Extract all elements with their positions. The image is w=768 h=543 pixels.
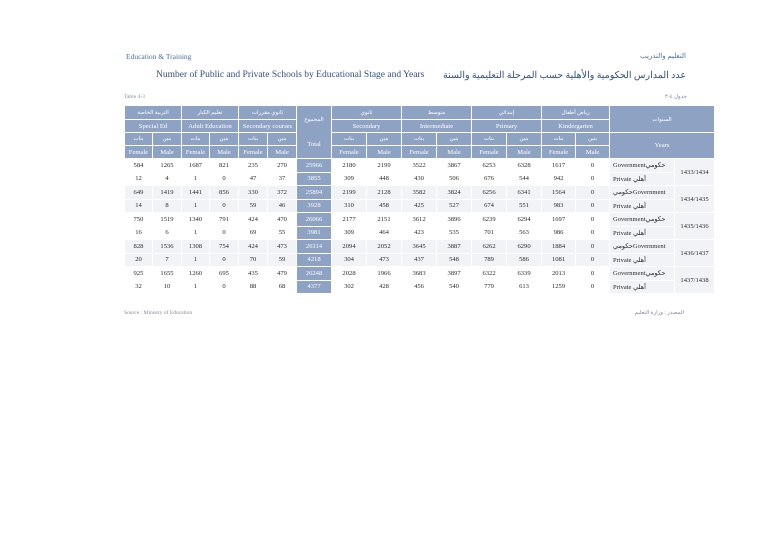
table-cell: 1617 bbox=[542, 159, 576, 173]
table-cell: 1966 bbox=[367, 267, 402, 281]
male-header: Male bbox=[507, 146, 542, 159]
total-cell: 4218 bbox=[297, 253, 332, 267]
table-cell: 754 bbox=[210, 240, 239, 254]
table-cell: 1419 bbox=[153, 186, 182, 200]
group-header-adult-ed: Adult Education bbox=[182, 120, 239, 133]
table-cell: 3867 bbox=[437, 159, 472, 173]
total-cell: 25966 bbox=[297, 159, 332, 173]
table-cell: 470 bbox=[268, 213, 297, 227]
table-cell: 479 bbox=[268, 267, 297, 281]
table-header bbox=[125, 106, 715, 159]
table-cell: 425 bbox=[402, 199, 437, 213]
group-header-secondary-ar: ثانوي bbox=[332, 106, 402, 120]
table-cell: 372 bbox=[268, 186, 297, 200]
table-cell: 1340 bbox=[182, 213, 210, 227]
table-cell: 6 bbox=[153, 226, 182, 240]
table-cell: 1564 bbox=[542, 186, 576, 200]
table-cell: 59 bbox=[268, 253, 297, 267]
table-cell: 1260 bbox=[182, 267, 210, 281]
table-cell: 2199 bbox=[367, 159, 402, 173]
table-cell: 3645 bbox=[402, 240, 437, 254]
female-header: Female bbox=[239, 146, 268, 159]
table-cell: 791 bbox=[210, 213, 239, 227]
table-cell: 424 bbox=[239, 240, 268, 254]
table-cell: 1308 bbox=[182, 240, 210, 254]
table-cell: 69 bbox=[239, 226, 268, 240]
table-cell: 1 bbox=[182, 199, 210, 213]
table-cell: 47 bbox=[239, 172, 268, 186]
table-cell: 551 bbox=[507, 199, 542, 213]
table-cell: 506 bbox=[437, 172, 472, 186]
group-header-special-ed: Special Ed bbox=[125, 120, 182, 133]
table-cell: 6322 bbox=[472, 267, 507, 281]
female-header: Female bbox=[125, 146, 153, 159]
table-cell: 235 bbox=[239, 159, 268, 173]
school-type-label: حكوميGovernment bbox=[610, 240, 675, 254]
table-cell: 55 bbox=[268, 226, 297, 240]
table-cell: 563 bbox=[507, 226, 542, 240]
table-cell: 3582 bbox=[402, 186, 437, 200]
section-header-english: Education & Training bbox=[126, 52, 192, 61]
table-row bbox=[125, 280, 715, 294]
table-cell: 309 bbox=[332, 172, 367, 186]
table-cell: 1441 bbox=[182, 186, 210, 200]
male-header: Male bbox=[437, 146, 472, 159]
table-cell: 0 bbox=[576, 159, 610, 173]
group-header-secondary-courses: Secondary courses bbox=[239, 120, 297, 133]
section-header-arabic: التعليم والتدريب bbox=[640, 52, 686, 60]
table-cell: 2013 bbox=[542, 267, 576, 281]
table-cell: 856 bbox=[210, 186, 239, 200]
total-header-en: Total bbox=[307, 140, 321, 148]
table-cell: 302 bbox=[332, 280, 367, 294]
years-header-ar bbox=[610, 106, 715, 133]
table-cell: 0 bbox=[576, 280, 610, 294]
table-cell: 1687 bbox=[182, 159, 210, 173]
male-header: Male bbox=[576, 146, 610, 159]
years-header: Years bbox=[610, 133, 715, 159]
female-header: Female bbox=[332, 146, 367, 159]
table-cell: 6328 bbox=[507, 159, 542, 173]
table-cell: 330 bbox=[239, 186, 268, 200]
total-cell: 3855 bbox=[297, 172, 332, 186]
table-cell: 32 bbox=[125, 280, 153, 294]
year-cell: 1433/1434 bbox=[675, 159, 715, 186]
male-header-ar: بنين bbox=[437, 133, 472, 146]
table-cell: 0 bbox=[576, 226, 610, 240]
male-header-ar: بنين bbox=[576, 133, 610, 146]
table-cell: 1 bbox=[182, 253, 210, 267]
table-cell: 6341 bbox=[507, 186, 542, 200]
table-cell: 676 bbox=[472, 172, 507, 186]
table-cell: 1265 bbox=[153, 159, 182, 173]
female-header-ar: بنات bbox=[125, 133, 153, 146]
schools-table bbox=[124, 105, 715, 294]
table-cell: 789 bbox=[472, 253, 507, 267]
table-cell: 68 bbox=[268, 280, 297, 294]
table-cell: 6290 bbox=[507, 240, 542, 254]
table-cell: 423 bbox=[402, 226, 437, 240]
table-cell: 270 bbox=[268, 159, 297, 173]
table-cell: 1519 bbox=[153, 213, 182, 227]
female-header: Female bbox=[402, 146, 437, 159]
school-type-label: حكوميGovernment bbox=[610, 186, 675, 200]
table-cell: 1 bbox=[182, 226, 210, 240]
table-cell: 0 bbox=[576, 240, 610, 254]
school-type-label: Private أهلي bbox=[610, 226, 675, 240]
table-cell: 6294 bbox=[507, 213, 542, 227]
table-cell: 0 bbox=[576, 172, 610, 186]
table-cell: 1 bbox=[182, 280, 210, 294]
table-cell: 2199 bbox=[332, 186, 367, 200]
group-header-special-ed-ar: التربية الخاصة bbox=[125, 106, 182, 120]
table-cell: 0 bbox=[576, 213, 610, 227]
male-header: Male bbox=[268, 146, 297, 159]
table-cell: 3887 bbox=[437, 240, 472, 254]
male-header-ar: بنين bbox=[268, 133, 297, 146]
table-cell: 1259 bbox=[542, 280, 576, 294]
table-cell: 586 bbox=[507, 253, 542, 267]
table-cell: 613 bbox=[507, 280, 542, 294]
total-header bbox=[297, 106, 332, 159]
table-cell: 2151 bbox=[367, 213, 402, 227]
year-cell: 1434/1435 bbox=[675, 186, 715, 213]
table-cell: 983 bbox=[542, 199, 576, 213]
table-cell: 779 bbox=[472, 280, 507, 294]
table-cell: 2094 bbox=[332, 240, 367, 254]
table-row bbox=[125, 253, 715, 267]
table-label-arabic: جدول ٤-٣ bbox=[664, 94, 687, 100]
table-cell: 4 bbox=[153, 172, 182, 186]
group-header-secondary: Secondary bbox=[332, 120, 402, 133]
group-header-intermediate-ar: متوسط bbox=[402, 106, 472, 120]
group-header-adult-ed-ar: تعليم الكبار bbox=[182, 106, 239, 120]
table-cell: 46 bbox=[268, 199, 297, 213]
table-cell: 448 bbox=[367, 172, 402, 186]
group-header-secondary-courses-ar: ثانوي مقررات bbox=[239, 106, 297, 120]
table-body bbox=[125, 159, 715, 294]
female-header-ar: بنات bbox=[182, 133, 210, 146]
table-cell: 6339 bbox=[507, 267, 542, 281]
table-cell: 0 bbox=[576, 267, 610, 281]
table-cell: 2128 bbox=[367, 186, 402, 200]
table-row bbox=[125, 267, 715, 281]
male-header-ar: بنين bbox=[210, 133, 239, 146]
school-type-label: Private أهلي bbox=[610, 280, 675, 294]
table-cell: 2052 bbox=[367, 240, 402, 254]
table-cell: 16 bbox=[125, 226, 153, 240]
school-type-label: Private أهلي bbox=[610, 253, 675, 267]
table-cell: 310 bbox=[332, 199, 367, 213]
total-cell: 26114 bbox=[297, 240, 332, 254]
table-cell: 0 bbox=[210, 199, 239, 213]
table-cell: 942 bbox=[542, 172, 576, 186]
table-cell: 2028 bbox=[332, 267, 367, 281]
school-type-label: Governmentحكومي bbox=[610, 159, 675, 173]
total-cell: 4377 bbox=[297, 280, 332, 294]
female-header: Female bbox=[472, 146, 507, 159]
table-cell: 20 bbox=[125, 253, 153, 267]
group-header-primary-ar: إبتدائي bbox=[472, 106, 542, 120]
table-row bbox=[125, 186, 715, 200]
table-cell: 544 bbox=[507, 172, 542, 186]
male-header: Male bbox=[367, 146, 402, 159]
group-header-kindergarten-ar: رياض أطفال bbox=[542, 106, 610, 120]
table-cell: 2180 bbox=[332, 159, 367, 173]
table-cell: 527 bbox=[437, 199, 472, 213]
table-cell: 8 bbox=[153, 199, 182, 213]
table-row bbox=[125, 213, 715, 227]
female-header: Female bbox=[542, 146, 576, 159]
male-header-ar: بنين bbox=[153, 133, 182, 146]
table-row bbox=[125, 226, 715, 240]
table-cell: 428 bbox=[367, 280, 402, 294]
table-cell: 430 bbox=[402, 172, 437, 186]
table-cell: 59 bbox=[239, 199, 268, 213]
total-cell: 26248 bbox=[297, 267, 332, 281]
group-header-kindergarten: Kindergarten bbox=[542, 120, 610, 133]
table-cell: 828 bbox=[125, 240, 153, 254]
table-cell: 7 bbox=[153, 253, 182, 267]
school-type-label: Governmentحكومي bbox=[610, 213, 675, 227]
table-cell: 1081 bbox=[542, 253, 576, 267]
table-cell: 1697 bbox=[542, 213, 576, 227]
years-header-ar-text: السنوات bbox=[652, 116, 672, 123]
group-header-intermediate: Intermediate bbox=[402, 120, 472, 133]
table-cell: 535 bbox=[437, 226, 472, 240]
total-cell: 3981 bbox=[297, 226, 332, 240]
table-cell: 1884 bbox=[542, 240, 576, 254]
table-cell: 473 bbox=[367, 253, 402, 267]
table-cell: 6262 bbox=[472, 240, 507, 254]
school-type-label: Governmentحكومي bbox=[610, 267, 675, 281]
total-cell: 26066 bbox=[297, 213, 332, 227]
total-cell: 25894 bbox=[297, 186, 332, 200]
table-cell: 0 bbox=[210, 172, 239, 186]
table-cell: 695 bbox=[210, 267, 239, 281]
total-header-ar: المجموع bbox=[304, 116, 324, 123]
table-cell: 548 bbox=[437, 253, 472, 267]
male-header-ar: بنين bbox=[507, 133, 542, 146]
table-cell: 1536 bbox=[153, 240, 182, 254]
table-row bbox=[125, 159, 715, 173]
table-cell: 3824 bbox=[437, 186, 472, 200]
male-header: Male bbox=[153, 146, 182, 159]
total-cell: 3928 bbox=[297, 199, 332, 213]
table-cell: 2177 bbox=[332, 213, 367, 227]
male-header-ar: بنين bbox=[367, 133, 402, 146]
table-cell: 0 bbox=[210, 226, 239, 240]
table-cell: 0 bbox=[210, 280, 239, 294]
table-cell: 0 bbox=[576, 253, 610, 267]
table-cell: 37 bbox=[268, 172, 297, 186]
table-cell: 3897 bbox=[437, 267, 472, 281]
table-row bbox=[125, 240, 715, 254]
table-cell: 6256 bbox=[472, 186, 507, 200]
group-header-primary: Primary bbox=[472, 120, 542, 133]
page-title-arabic: عدد المدارس الحكومية والأهلية حسب المرحلة التعليمية والسنة bbox=[443, 71, 687, 81]
table-cell: 304 bbox=[332, 253, 367, 267]
female-header-ar: بنات bbox=[402, 133, 437, 146]
table-cell: 750 bbox=[125, 213, 153, 227]
table-cell: 435 bbox=[239, 267, 268, 281]
table-cell: 584 bbox=[125, 159, 153, 173]
table-cell: 1 bbox=[182, 172, 210, 186]
source-note-english: Source : Ministry of Education bbox=[124, 310, 193, 316]
table-cell: 3896 bbox=[437, 213, 472, 227]
female-header: Female bbox=[182, 146, 210, 159]
table-cell: 14 bbox=[125, 199, 153, 213]
table-cell: 0 bbox=[576, 186, 610, 200]
table-cell: 986 bbox=[542, 226, 576, 240]
table-cell: 437 bbox=[402, 253, 437, 267]
table-cell: 701 bbox=[472, 226, 507, 240]
table-cell: 3522 bbox=[402, 159, 437, 173]
table-cell: 70 bbox=[239, 253, 268, 267]
table-cell: 458 bbox=[367, 199, 402, 213]
male-header: Male bbox=[210, 146, 239, 159]
female-header-ar: بنات bbox=[542, 133, 576, 146]
table-cell: 473 bbox=[268, 240, 297, 254]
table-cell: 10 bbox=[153, 280, 182, 294]
table-cell: 3612 bbox=[402, 213, 437, 227]
table-cell: 88 bbox=[239, 280, 268, 294]
year-cell: 1437/1438 bbox=[675, 267, 715, 294]
table-cell: 0 bbox=[576, 199, 610, 213]
table-cell: 925 bbox=[125, 267, 153, 281]
table-cell: 6239 bbox=[472, 213, 507, 227]
table-row bbox=[125, 199, 715, 213]
table-cell: 6253 bbox=[472, 159, 507, 173]
school-type-label: Private أهلي bbox=[610, 199, 675, 213]
source-note-arabic: المصدر : وزارة التعليم bbox=[634, 310, 684, 316]
table-cell: 309 bbox=[332, 226, 367, 240]
female-header-ar: بنات bbox=[332, 133, 367, 146]
table-cell: 3683 bbox=[402, 267, 437, 281]
year-cell: 1436/1437 bbox=[675, 240, 715, 267]
table-cell: 540 bbox=[437, 280, 472, 294]
female-header-ar: بنات bbox=[472, 133, 507, 146]
table-cell: 0 bbox=[210, 253, 239, 267]
female-header-ar: بنات bbox=[239, 133, 268, 146]
page-title-english: Number of Public and Private Schools by Educational Stage and Years bbox=[156, 70, 425, 80]
school-type-label: Private أهلي bbox=[610, 172, 675, 186]
table-cell: 424 bbox=[239, 213, 268, 227]
table-row bbox=[125, 172, 715, 186]
table-cell: 12 bbox=[125, 172, 153, 186]
table-cell: 464 bbox=[367, 226, 402, 240]
year-cell: 1435/1436 bbox=[675, 213, 715, 240]
table-cell: 674 bbox=[472, 199, 507, 213]
table-cell: 1655 bbox=[153, 267, 182, 281]
table-label-english: Table 4-3 bbox=[124, 94, 145, 100]
table-cell: 649 bbox=[125, 186, 153, 200]
table-cell: 456 bbox=[402, 280, 437, 294]
table-cell: 821 bbox=[210, 159, 239, 173]
